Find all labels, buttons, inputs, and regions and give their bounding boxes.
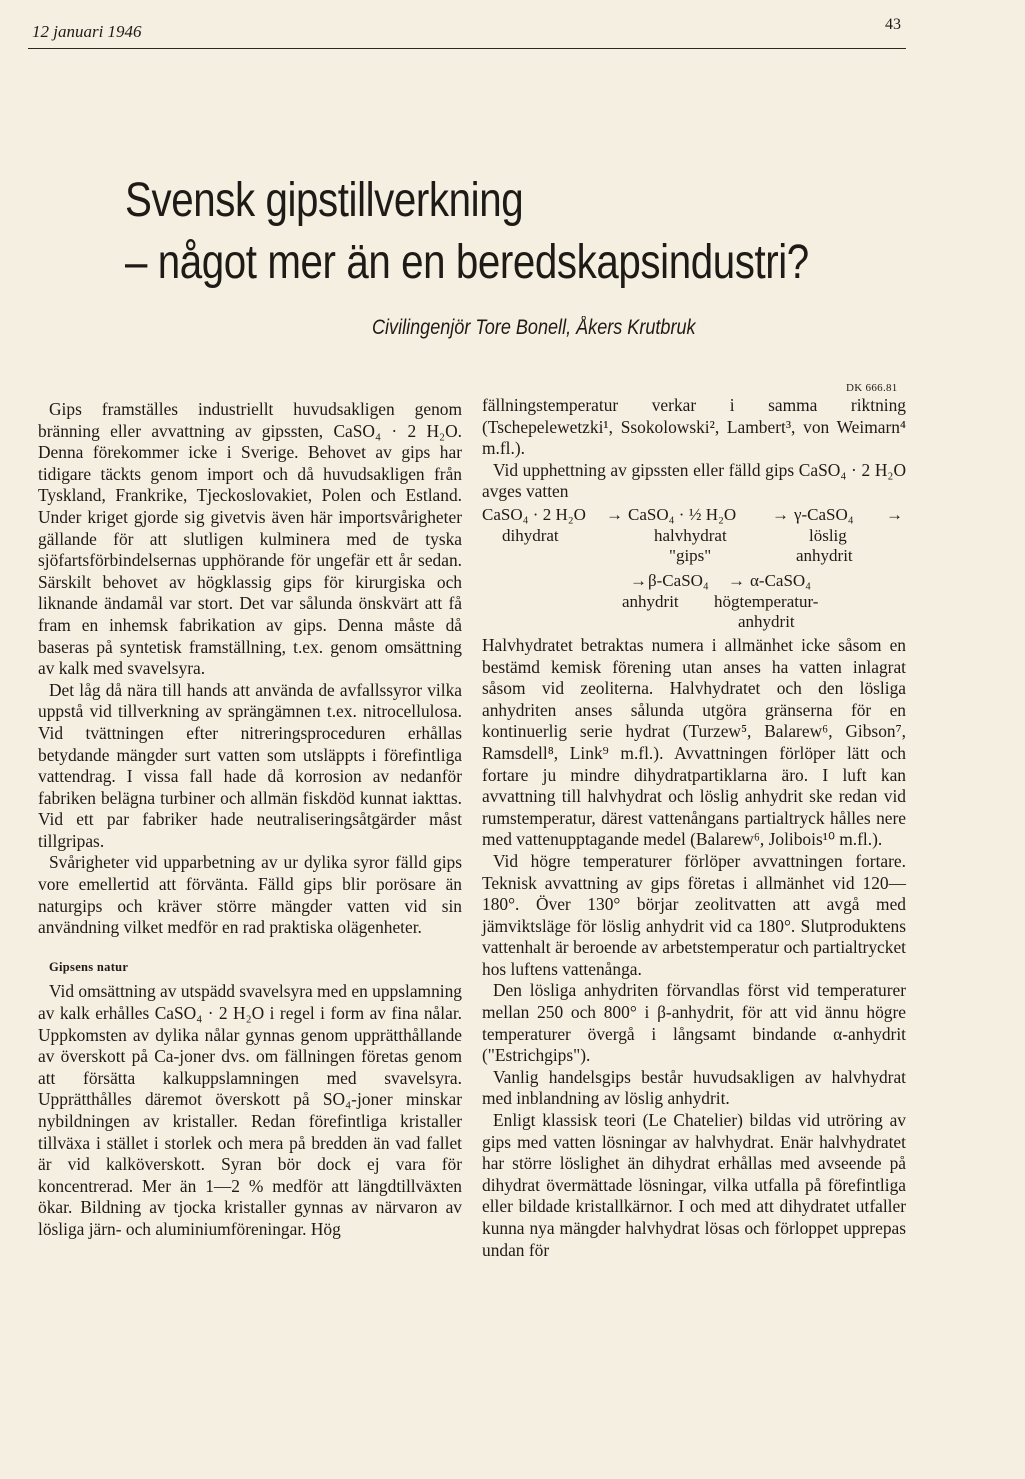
paragraph: Den lösliga anhydriten förvandlas först vid temperaturer mellan 250 och 800° i β-anhydrit, för att vid ännu högre temperaturer övergå i långsamt bindande α-anhydrit ("Estrichgips"). [482,980,906,1066]
title-line-2: – något mer än en beredskapsindustri? [125,236,809,289]
paragraph: Vid högre temperaturer förlöper avvattningen fortare. Teknisk avvattning av gips företas i allmänhet vid 120—180°. Över 130° börjar zeolitvatten att avgå med jämviktsläge för löslig anhydrit vid ca 180°. Slutproduktens vattenhalt är beroende av arbetstemperatur och partialtrycket hos luftens vattenånga. [482,850,906,979]
paragraph: Halvhydratet betraktas numera i allmänhet icke såsom en bestämd kemisk förening utan anses ha vatten inlagrat såsom vid zeoliterna. Halvhydratet och den lösliga anhydriten anses sålunda utgöra gränserna för en kontinuerlig serie hydrat (Turzew⁵, Balarew⁶, Gibson⁷, Ramsdell⁸, Link⁹ m.fl.). Avvattningen förlöper lätt och fortare ju mindre dihydratpartiklarna äro. I luft kan avvattning till halvhydrat och löslig anhydrit ske redan vid rumstemperatur, därest vattenångans partialtryck hålles nere med vattenupptagande medel (Balarew⁶, Jolibois¹⁰ m.fl.). [482,634,906,850]
formula-arrow: → [728,570,745,590]
paragraph: Svårigheter vid upparbetning av ur dylika syror fälld gips vore emellertid att förvänta. Fälld gips blir porösare än naturgips och kräver större mängder vatten vid sin användning vilket medför en rad praktiska olägenheter. [38,852,462,938]
formula-alpha-anhydrite: α-CaSO₄ [750,570,812,590]
paragraph: fällningstemperatur verkar i samma riktning (Tschepelewetzki¹, Ssokolowski², Lambert³, von Weimarn⁴ m.fl.). [482,395,906,459]
label-halvhydrat: halvhydrat [654,525,727,545]
label-anhydrit: anhydrit [738,611,795,631]
paragraph: Vid upphettning av gipssten eller fälld gips CaSO₄ · 2 H₂O avges vatten [482,459,906,502]
paragraph: Vanlig handelsgips består huvudsakligen av halvhydrat med inblandning av löslig anhydrit. [482,1066,906,1109]
dk-classification: DK 666.81 [846,382,898,394]
formula-arrow: → [772,504,789,524]
label-anhydrit: anhydrit [796,545,853,565]
formula-arrow: → [606,504,623,524]
header-date: 12 januari 1946 [32,22,142,41]
right-column [482,395,906,1261]
formula-gamma-anhydrite: γ-CaSO₄ [794,504,854,524]
left-column [38,399,462,1241]
formula-beta-anhydrite: β-CaSO₄ [648,570,709,590]
section-heading: Gipsens natur [49,959,129,974]
paragraph: Enligt klassisk teori (Le Chatelier) bildas vid utröring av gips med vatten lösningar av halvhydrat. Enär halvhydratet har större löslighet än dihydrat erhållas med avseende på dihydrat övermättade lösningar, vilka utfalla på förefintliga eller bildade kristallkärnor. I och med att dihydratet utfaller kunna nya mängder halvhydrat lösas och förloppet upprepas undan för [482,1110,906,1260]
label-dihydrat: dihydrat [502,525,559,545]
header-rule [28,48,906,49]
paragraph: Det låg då nära till hands att använda de avfallssyror vilka uppstå vid tillverkning av sprängämnen t.ex. nitrocellulosa. Vid tvättningen efter nitreringsproceduren erhållas betydande mängder surt vatten som utsläppts i förefintliga vattendrag. I vissa fall hade då korrosion av nedanför fabriken belägna turbiner och allmän fiskdöd kunnat iakttas. Vid ett par fabriker hade neutraliseringsåtgärder måst tillgripas. [38,679,462,851]
paragraph: Gips framställes industriellt huvudsakligen genom bränning eller avvattning av gipssten, CaSO₄ · 2 H₂O. Denna förekommer icke i Sverige. Behovet av gips har tidigare täckts genom import och då huvudsakligen från Tyskland, Frankrike, Tjeckoslovakiet, Polen och Estland. Under kriget gjorde sig givetvis även här importsvårigheter gällande för att slutligen kulminera med de tyska sjöfartsförbindelsernas upphörande för ungefär ett år sedan. Särskilt behovet av högklassig gips för kirurgiska och liknande ändamål var stort. Det var sålunda önskvärt att få fram en inhemsk fabrikation av gips. Denna måste då baseras på syntetisk framställning, t.ex. genom omsättning av kalk med svavelsyra. [38,399,462,679]
label-anhydrit: anhydrit [622,591,679,611]
article-title [125,170,809,294]
dehydration-formula [482,504,906,631]
formula-hemihydrate: CaSO₄ · ½ H₂O [628,504,737,524]
formula-dihydrate: CaSO₄ · 2 H₂O [482,504,586,524]
label-gips: "gips" [669,545,712,565]
formula-arrow: → [886,504,903,524]
formula-arrow: → [630,570,647,590]
page-number: 43 [885,16,901,33]
label-loslig: löslig [809,525,847,545]
paragraph: Vid omsättning av utspädd svavelsyra med en uppslamning av kalk erhålles CaSO₄ · 2 H₂O i regel i form av fina nålar. Uppkomsten av dylika nålar gynnas genom upprätthållande av överskott på Ca-joner dvs. om fällningen företas genom att försätta kalkuppslamningen med svavelsyra. Upprätthålles däremot överskott på SO₄-joner minskar nybildningen av kristaller. Redan förefintliga kristaller tillväxa i stället i storlek och mera på bredden än vad fallet är vid kalköverskott. Syran bör dock ej vara för koncentrerad. Mer än 1—2 % medför att längdtillväxten ökar. Bildning av tjocka kristaller gynnas av närvaron av lösliga järn- och aluminiumföreningar. Hög [38,981,462,1239]
author-byline: Civilingenjör Tore Bonell, Åkers Krutbruk [372,316,696,339]
title-line-1: Svensk gipstillverkning [125,174,524,227]
label-hogtemperatur: högtemperatur- [714,591,819,611]
